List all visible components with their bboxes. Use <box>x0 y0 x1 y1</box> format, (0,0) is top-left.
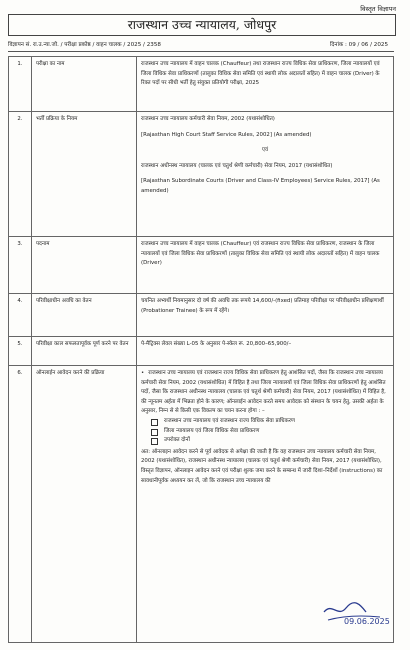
reference-line <box>8 40 394 52</box>
rule-hindi-2: राजस्थान अधीनस्थ न्यायालय (चालक एवं चतुर्थ श्रेणी कर्मचारी) सेवा नियम, 2017 (यथासंशोधित) <box>141 162 333 169</box>
advertisement-date: दिनांक : 09 / 06 / 2025 <box>329 42 388 48</box>
row-label: परीक्षा का नाम <box>32 57 137 112</box>
table-row <box>9 294 394 337</box>
row-number: 1. <box>9 57 32 112</box>
table-row <box>9 112 394 237</box>
row-value: राजस्थान उच्च न्यायालय में वाहन चालक (Chauffeur) एवं राजस्थान राज्य विधिक सेवा प्राधिकरण, राजस्थान के जिला न्यायालयों एवं जिला विधिक सेवा प्राधिकरणों (तालुका विधिक सेवा समिति एवं स्थायी लोक अदालतों सहित) में वाहन चालक (Driver) <box>137 237 394 294</box>
option-label: जिला न्यायालय एवं जिला विधिक सेवा प्राधिकरण <box>164 427 260 434</box>
row-number: 2. <box>9 112 32 237</box>
row-number: 5. <box>9 337 32 366</box>
checkbox-icon <box>151 419 158 426</box>
application-instructions-text: राजस्थान उच्च न्यायालय एवं राजस्थान राज्य विधिक सेवा प्राधिकरण हेतु आशंसित पदों, जैसा कि राजस्थान उच्च न्यायालय कर्मचारी सेवा नियम, 2002 (यथासंशोधित) में विहित है तथा जिला न्यायालयों एवं जिला विधिक सेवा प्राधिकरणों हेतु आशंसित पदों, जैसा कि राजस्थान अधीनस्थ न्यायालय (चालक एवं चतुर्थ श्रेणी कर्मचारी) सेवा नियम, 2017 (यथासंशोधित) में विहित है, की न्यूनतम अर्हता में भिन्नता होने के कारण; ऑनलाईन आवेदन करते समय आवेदक को संस्थान के चयन हेतु, उसकी अर्हता के अनुसार, निम्न से से किसी एक विकल्प का चयन करना होगा : – <box>141 370 386 415</box>
option-label: राजस्थान उच्च न्यायालय एवं राजस्थान राज्य विधिक सेवा प्राधिकरण <box>164 417 295 424</box>
signature-date: 09.06.2025 <box>344 617 390 626</box>
row-number: 3. <box>9 237 32 294</box>
application-instructions <box>141 369 389 417</box>
row-label: ऑनलाईन आवेदन करने की प्रक्रिया <box>32 366 137 643</box>
table-row <box>9 237 394 294</box>
rule-hindi-1: राजस्थान उच्च न्यायालय कर्मचारी सेवा नियम, 2002 (यथासंशोधित) <box>141 116 275 122</box>
checkbox-icon <box>151 438 158 445</box>
option-label: उपरोक्त दोनों <box>164 437 190 444</box>
row-label: पदनाम <box>32 237 137 294</box>
row-value: पे-मैट्रिक्स लेवल संख्या L-05 के अनुसार पे-स्केल रू. 20,800–65,900/– <box>137 337 394 366</box>
row-value: राजस्थान उच्च न्यायालय में वाहन चालक (Chauffeur) तथा राजस्थान राज्य विधिक सेवा प्राधिकरण, जिला न्यायालयों एवं जिला विधिक सेवा प्राधिकरणों (तालुका विधिक सेवा समिति एवं स्थायी लोक अदालतों सहित) में वाहन चालक (Driver) के रिक्त पदों पर सीधी भर्ती हेतु संयुक्त प्रतियोगी परीक्षा, 2025 <box>137 57 394 112</box>
option-district-court <box>151 427 389 437</box>
row-value <box>137 112 394 237</box>
rule-conjunction: एवं <box>262 147 268 154</box>
row-number: 6. <box>9 366 32 643</box>
option-both <box>151 436 389 446</box>
handwritten-signature <box>320 600 390 626</box>
row-label: भर्ती प्रक्रिया के नियम <box>32 112 137 237</box>
bullet-icon: • <box>141 370 145 376</box>
rule-english-1: [Rajasthan High Court Staff Service Rules, 2002] (As amended) <box>141 131 312 138</box>
detailed-advertisement-tag: विस्तृत विज्ञापन <box>360 5 396 13</box>
option-high-court <box>151 417 389 427</box>
advertisement-number: विज्ञापन सं. रा.उ.न्या.जो. / परीक्षा प्रकोष्ठ / वाहन चालक / 2025 / 2358 <box>8 42 161 48</box>
row-label: परिवीक्षाधीन अवधि का वेतन <box>32 294 137 337</box>
application-note: अत: ऑनलाइन आवेदन करने से पूर्व आवेदक से अपेक्षा की जाती है कि वह राजस्थान उच्च न्यायालय कर्मचारी सेवा नियम, 2002 (यथासंशोधित), राजस्थान अधीनस्थ न्यायालय (चालक एवं चतुर्थ श्रेणी कर्मचारी) सेवा नियम, 2017 (यथासंशोधित), विस्तृत विज्ञापन, ऑनलाइन आवेदन करने एवं परीक्षा शुल्क जमा करने के सम्बन्ध में जारी दिशा–निर्देशों (instructions) का सावधानीपूर्वक अध्ययन कर लें, जो कि राजस्थान उच्च न्यायालय की <box>141 448 383 484</box>
table-row <box>9 57 394 112</box>
row-number: 4. <box>9 294 32 337</box>
advertisement-table <box>8 56 394 643</box>
table-row <box>9 337 394 366</box>
checkbox-icon <box>151 429 158 436</box>
row-value: चयनित अभ्यर्थी नियमानुसार दो वर्ष की अवधि तक रूपये 14,600/-(fixed) प्रतिमाह परिवीक्षा पर परिवीक्षाधीन प्रशिक्षणार्थी (Probationer Trainee) के रूप में रहेंगे। <box>137 294 394 337</box>
rule-english-2: [Rajasthan Subordinate Courts (Driver and Class-IV Employees) Service Rules, 2017] (As amended) <box>141 178 380 194</box>
page-title: राजस्थान उच्च न्यायालय, जोधपुर <box>8 14 396 36</box>
row-label: परिवीक्षा काल सफलतापूर्वक पूर्ण करने पर वेतन <box>32 337 137 366</box>
